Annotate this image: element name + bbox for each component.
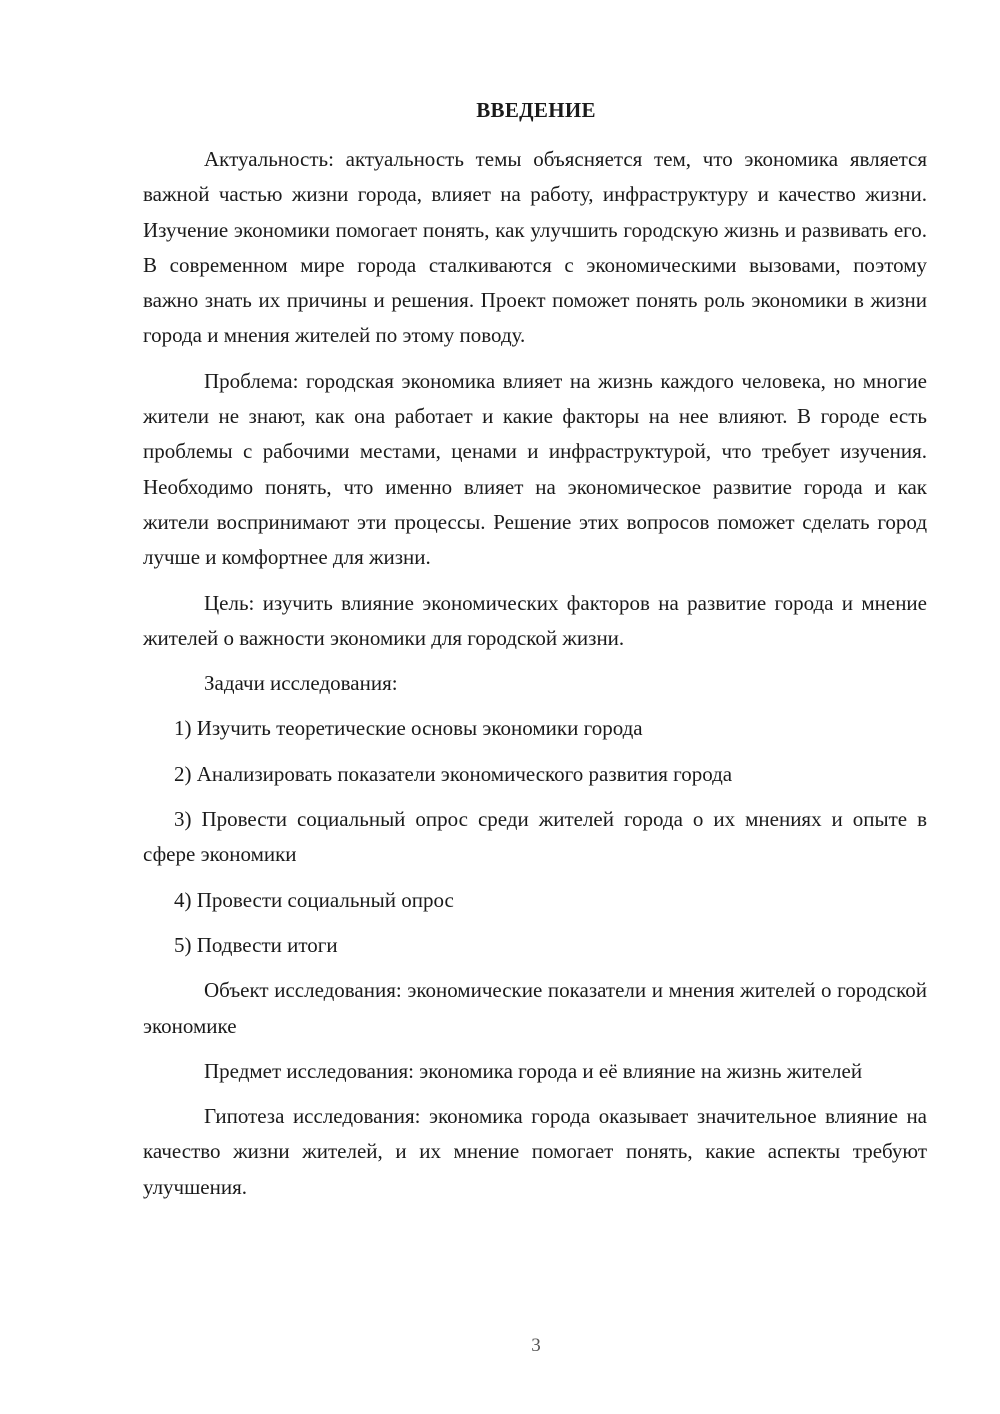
page-number: 3 xyxy=(531,1335,541,1356)
task-item-4: 4) Провести социальный опрос xyxy=(174,887,454,912)
subject-paragraph: Предмет исследования: экономика города и её влияние на жизнь жителей xyxy=(204,1058,863,1083)
task-item-2: 2) Анализировать показатели экономического развития города xyxy=(174,761,733,786)
task-item-3: 3) Провести социальный опрос среди жителей города о их мнениях и опыте в сфере экономики xyxy=(143,807,927,867)
hypothesis-paragraph: Гипотеза исследования: экономика города оказывает значительное влияние на качество жизни жителей, и их мнение помогает понять, какие аспекты требуют улучшения. xyxy=(143,1104,927,1199)
page-heading: ВВЕДЕНИЕ xyxy=(476,98,596,122)
task-item-1: 1) Изучить теоретические основы экономики города xyxy=(174,716,643,741)
document-body xyxy=(143,142,927,1205)
problem-paragraph: Проблема: городская экономика влияет на жизнь каждого человека, но многие жители не знают, как она работает и какие факторы на нее влияют. В городе есть проблемы с рабочими местами, ценами и инфраструктурой, что требует изучения. Необходимо понять, что именно влияет на экономическое развитие города и как жители воспринимают эти процессы. Решение этих вопросов поможет сделать город лучше и комфортнее для жизни. xyxy=(143,368,927,570)
goal-paragraph: Цель: изучить влияние экономических факторов на развитие города и мнение жителей о важности экономики для городской жизни. xyxy=(143,590,927,650)
task-item-5: 5) Подвести итоги xyxy=(174,932,338,957)
tasks-heading: Задачи исследования: xyxy=(204,671,398,696)
relevance-paragraph: Актуальность: актуальность темы объясняется тем, что экономика является важной частью жизни города, влияет на работу, инфраструктуру и качество жизни. Изучение экономики помогает понять, как улучшить городскую жизнь и развивать его. В современном мире города сталкиваются с экономическими вызовами, поэтому важно знать их причины и решения. Проект поможет понять роль экономики в жизни города и мнения жителей по этому поводу. xyxy=(143,147,927,348)
object-paragraph: Объект исследования: экономические показатели и мнения жителей о городской экономике xyxy=(143,978,927,1038)
